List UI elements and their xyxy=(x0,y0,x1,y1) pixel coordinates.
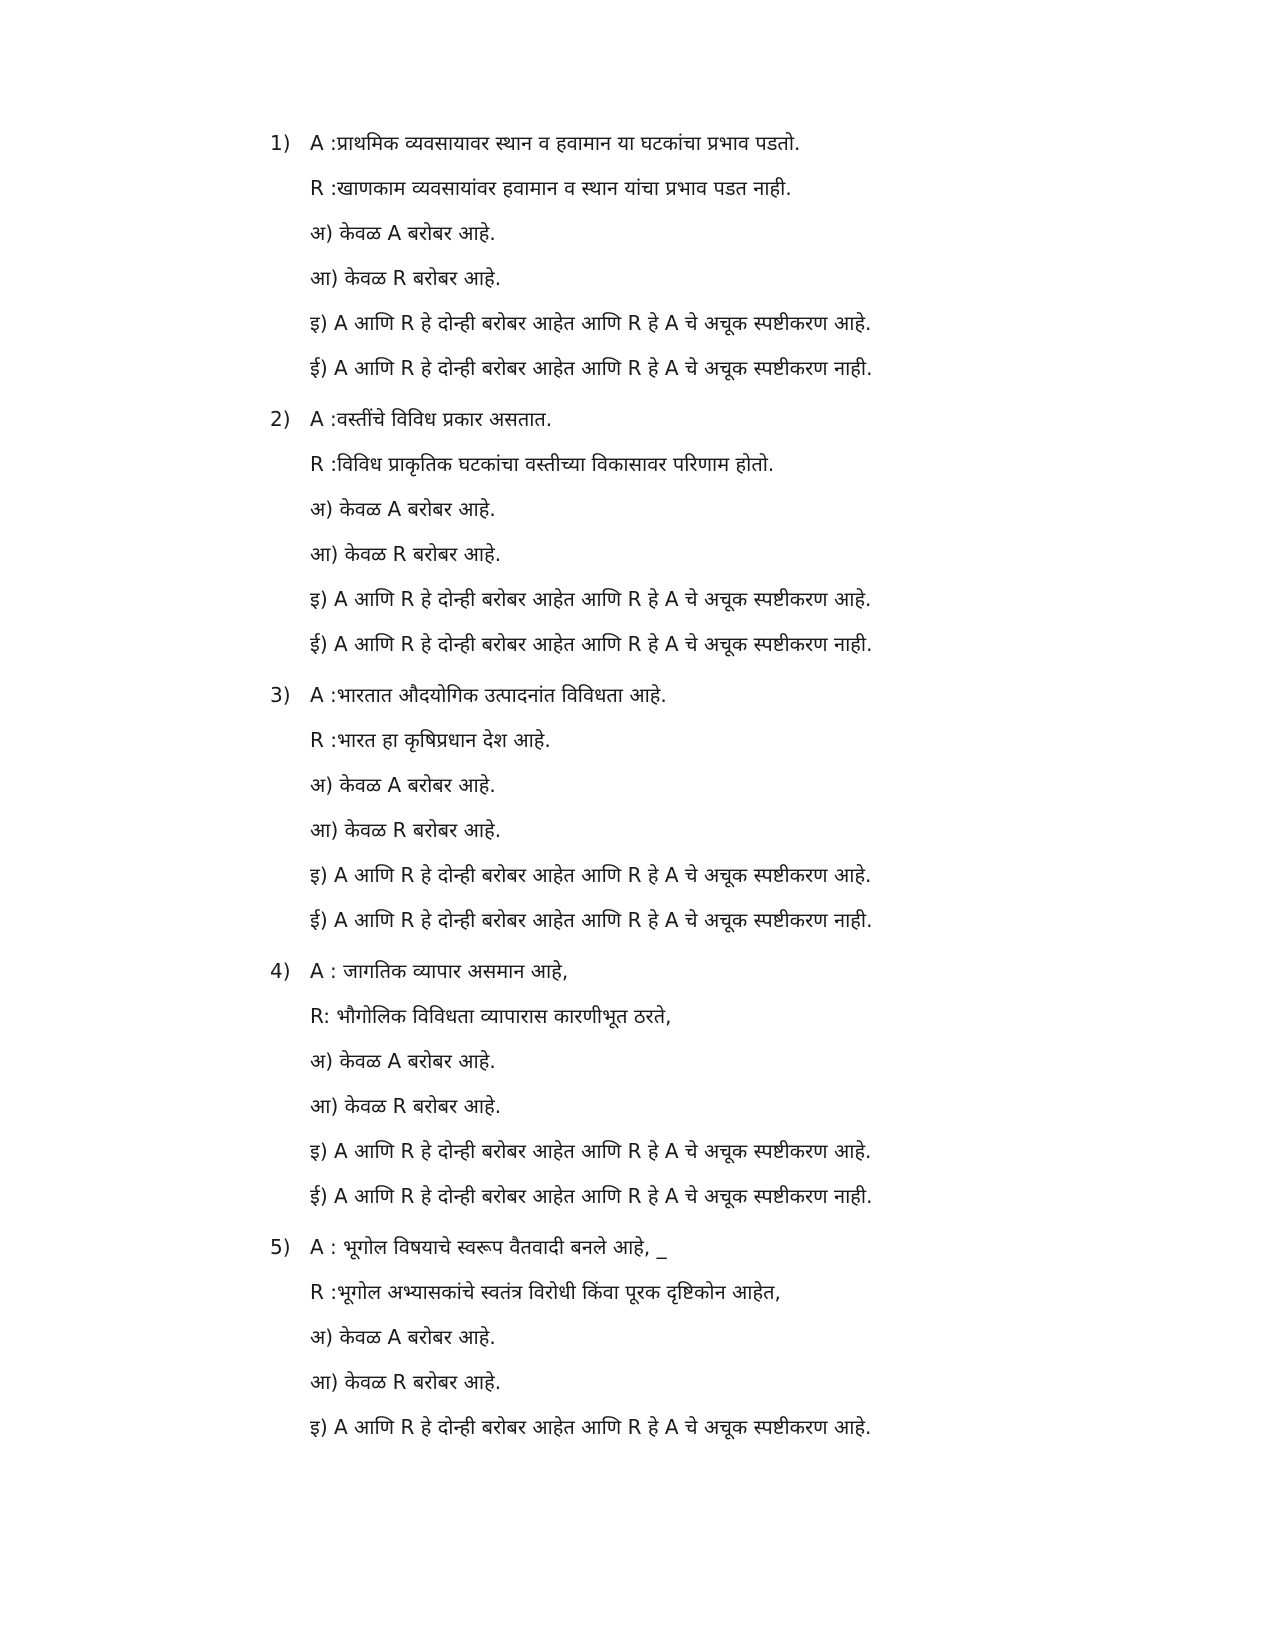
question-reason: R :भूगोल अभ्यासकांचे स्वतंत्र विरोधी किंवा पूरक दृष्टिकोन आहेत, xyxy=(310,1280,781,1304)
assertion-text: A :भारतात औदयोगिक उत्पादनांत विविधता आहे. xyxy=(310,683,667,707)
assertion-text: A : भूगोल विषयाचे स्वरूप वैतवादी बनले आहे, _ xyxy=(310,1235,667,1259)
option-ii: ई) A आणि R हे दोन्ही बरोबर आहेत आणि R हे A चे अचूक स्पष्टीकरण नाही. xyxy=(310,632,873,656)
question-assertion xyxy=(270,949,1090,994)
question-number: 5) xyxy=(270,1235,291,1259)
question-assertion xyxy=(270,673,1090,718)
question-reason: R :भारत हा कृषिप्रधान देश आहे. xyxy=(310,728,551,752)
option-i: इ) A आणि R हे दोन्ही बरोबर आहेत आणि R हे A चे अचूक स्पष्टीकरण आहे. xyxy=(310,1139,872,1163)
question-assertion xyxy=(270,121,1090,166)
option-a: अ) केवळ A बरोबर आहे. xyxy=(310,497,496,521)
question-number: 3) xyxy=(270,683,291,707)
option-i: इ) A आणि R हे दोन्ही बरोबर आहेत आणि R हे A चे अचूक स्पष्टीकरण आहे. xyxy=(310,1415,872,1439)
option-a: अ) केवळ A बरोबर आहे. xyxy=(310,773,496,797)
option-a: अ) केवळ A बरोबर आहे. xyxy=(310,1049,496,1073)
option-i: इ) A आणि R हे दोन्ही बरोबर आहेत आणि R हे A चे अचूक स्पष्टीकरण आहे. xyxy=(310,863,872,887)
question-2 xyxy=(270,397,1090,667)
question-number: 1) xyxy=(270,131,291,155)
assertion-text: A :वस्तींचे विविध प्रकार असतात. xyxy=(310,407,553,431)
option-a: अ) केवळ A बरोबर आहे. xyxy=(310,221,496,245)
option-aa: आ) केवळ R बरोबर आहे. xyxy=(310,1094,502,1118)
option-i: इ) A आणि R हे दोन्ही बरोबर आहेत आणि R हे A चे अचूक स्पष्टीकरण आहे. xyxy=(310,587,872,611)
question-assertion xyxy=(270,1225,1090,1270)
question-reason: R: भौगोलिक विविधता व्यापारास कारणीभूत ठरते, xyxy=(310,1004,672,1028)
option-aa: आ) केवळ R बरोबर आहे. xyxy=(310,1370,502,1394)
option-ii: ई) A आणि R हे दोन्ही बरोबर आहेत आणि R हे A चे अचूक स्पष्टीकरण नाही. xyxy=(310,1184,873,1208)
option-ii: ई) A आणि R हे दोन्ही बरोबर आहेत आणि R हे A चे अचूक स्पष्टीकरण नाही. xyxy=(310,908,873,932)
option-aa: आ) केवळ R बरोबर आहे. xyxy=(310,542,502,566)
question-number: 4) xyxy=(270,959,291,983)
question-number: 2) xyxy=(270,407,291,431)
question-reason: R :विविध प्राकृतिक घटकांचा वस्तीच्या विकासावर परिणाम होतो. xyxy=(310,452,775,476)
question-1 xyxy=(270,121,1090,391)
option-a: अ) केवळ A बरोबर आहे. xyxy=(310,1325,496,1349)
question-5 xyxy=(270,1225,1090,1450)
option-i: इ) A आणि R हे दोन्ही बरोबर आहेत आणि R हे A चे अचूक स्पष्टीकरण आहे. xyxy=(310,311,872,335)
question-4 xyxy=(270,949,1090,1219)
assertion-text: A :प्राथमिक व्यवसायावर स्थान व हवामान या घटकांचा प्रभाव पडतो. xyxy=(310,131,801,155)
option-aa: आ) केवळ R बरोबर आहे. xyxy=(310,266,502,290)
question-3 xyxy=(270,673,1090,943)
option-aa: आ) केवळ R बरोबर आहे. xyxy=(310,818,502,842)
question-reason: R :खाणकाम व्यवसायांवर हवामान व स्थान यांचा प्रभाव पडत नाही. xyxy=(310,176,792,200)
option-ii: ई) A आणि R हे दोन्ही बरोबर आहेत आणि R हे A चे अचूक स्पष्टीकरण नाही. xyxy=(310,356,873,380)
assertion-text: A : जागतिक व्यापार असमान आहे, xyxy=(310,959,569,983)
question-assertion xyxy=(270,397,1090,442)
